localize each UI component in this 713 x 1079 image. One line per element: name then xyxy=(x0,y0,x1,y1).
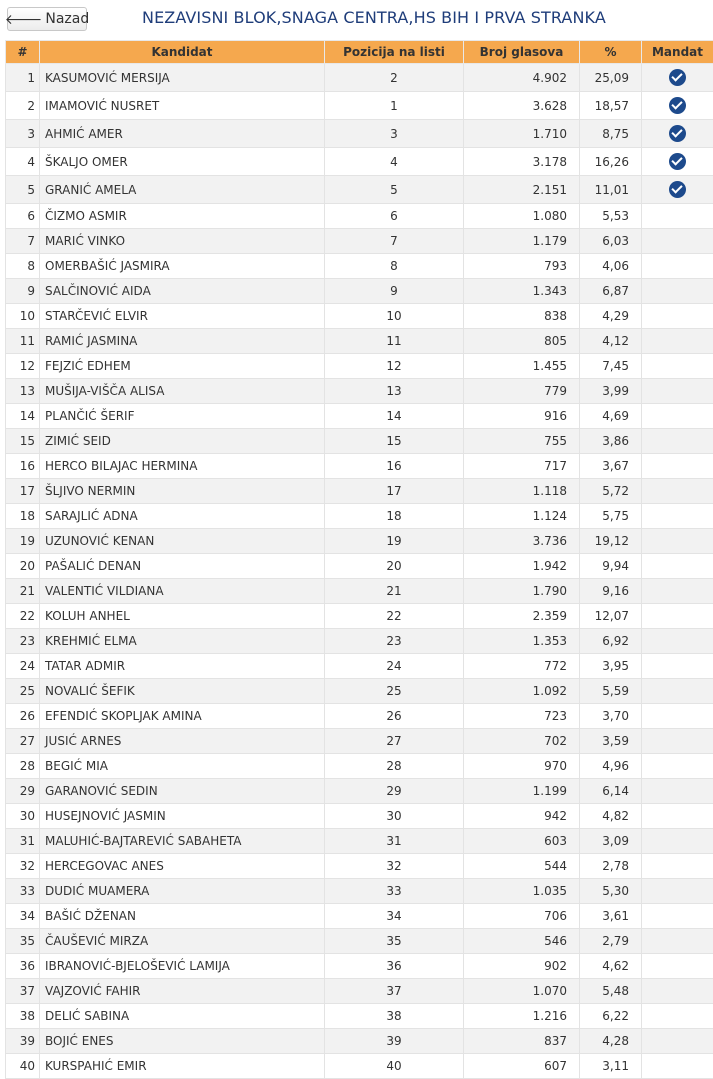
row-number: 30 xyxy=(6,804,40,829)
row-number: 37 xyxy=(6,979,40,1004)
vote-count: 546 xyxy=(464,929,580,954)
vote-percent: 25,09 xyxy=(580,64,642,92)
vote-count: 1.942 xyxy=(464,554,580,579)
row-number: 40 xyxy=(6,1054,40,1079)
vote-percent: 18,57 xyxy=(580,92,642,120)
row-number: 4 xyxy=(6,148,40,176)
candidate-name: GARANOVIĆ SEDIN xyxy=(40,779,325,804)
row-number: 6 xyxy=(6,204,40,229)
mandate-cell xyxy=(642,429,713,454)
vote-count: 805 xyxy=(464,329,580,354)
table-row xyxy=(6,279,713,304)
vote-percent: 5,53 xyxy=(580,204,642,229)
row-number: 21 xyxy=(6,579,40,604)
list-position: 17 xyxy=(325,479,464,504)
vote-percent: 3,86 xyxy=(580,429,642,454)
vote-percent: 5,72 xyxy=(580,479,642,504)
row-number: 10 xyxy=(6,304,40,329)
vote-count: 1.118 xyxy=(464,479,580,504)
mandate-cell xyxy=(642,1029,713,1054)
row-number: 39 xyxy=(6,1029,40,1054)
candidate-name: ŠKALJO OMER xyxy=(40,148,325,176)
candidate-name: EFENDIĆ SKOPLJAK AMINA xyxy=(40,704,325,729)
list-position: 19 xyxy=(325,529,464,554)
list-position: 29 xyxy=(325,779,464,804)
row-number: 3 xyxy=(6,120,40,148)
list-position: 23 xyxy=(325,629,464,654)
list-position: 13 xyxy=(325,379,464,404)
list-position: 32 xyxy=(325,854,464,879)
col-header-votes: Broj glasova xyxy=(464,41,580,64)
mandate-cell xyxy=(642,379,713,404)
table-row xyxy=(6,304,713,329)
table-row xyxy=(6,679,713,704)
candidate-name: ČAUŠEVIĆ MIRZA xyxy=(40,929,325,954)
row-number: 24 xyxy=(6,654,40,679)
vote-percent: 4,82 xyxy=(580,804,642,829)
vote-count: 603 xyxy=(464,829,580,854)
top-bar xyxy=(0,0,713,40)
vote-percent: 5,75 xyxy=(580,504,642,529)
table-row xyxy=(6,629,713,654)
list-position: 25 xyxy=(325,679,464,704)
vote-count: 706 xyxy=(464,904,580,929)
candidate-name: ŠLJIVO NERMIN xyxy=(40,479,325,504)
row-number: 5 xyxy=(6,176,40,204)
mandate-cell xyxy=(642,92,713,120)
mandate-cell xyxy=(642,579,713,604)
check-circle-icon xyxy=(669,69,686,86)
table-row xyxy=(6,604,713,629)
list-position: 26 xyxy=(325,704,464,729)
vote-percent: 3,61 xyxy=(580,904,642,929)
row-number: 23 xyxy=(6,629,40,654)
row-number: 16 xyxy=(6,454,40,479)
mandate-cell xyxy=(642,629,713,654)
row-number: 12 xyxy=(6,354,40,379)
vote-count: 772 xyxy=(464,654,580,679)
vote-count: 793 xyxy=(464,254,580,279)
vote-percent: 4,29 xyxy=(580,304,642,329)
vote-percent: 5,48 xyxy=(580,979,642,1004)
row-number: 36 xyxy=(6,954,40,979)
vote-count: 1.124 xyxy=(464,504,580,529)
table-row xyxy=(6,954,713,979)
list-position: 28 xyxy=(325,754,464,779)
vote-count: 3.628 xyxy=(464,92,580,120)
table-row xyxy=(6,654,713,679)
candidate-name: ZIMIĆ SEID xyxy=(40,429,325,454)
mandate-cell xyxy=(642,1054,713,1079)
vote-count: 1.199 xyxy=(464,779,580,804)
list-position: 30 xyxy=(325,804,464,829)
row-number: 14 xyxy=(6,404,40,429)
list-position: 5 xyxy=(325,176,464,204)
mandate-cell xyxy=(642,1004,713,1029)
vote-percent: 3,59 xyxy=(580,729,642,754)
vote-percent: 3,11 xyxy=(580,1054,642,1079)
vote-count: 902 xyxy=(464,954,580,979)
row-number: 9 xyxy=(6,279,40,304)
table-row xyxy=(6,779,713,804)
vote-percent: 4,62 xyxy=(580,954,642,979)
vote-percent: 4,96 xyxy=(580,754,642,779)
candidate-name: NOVALIĆ ŠEFIK xyxy=(40,679,325,704)
list-position: 11 xyxy=(325,329,464,354)
row-number: 17 xyxy=(6,479,40,504)
mandate-cell xyxy=(642,529,713,554)
vote-count: 942 xyxy=(464,804,580,829)
mandate-cell xyxy=(642,404,713,429)
list-position: 9 xyxy=(325,279,464,304)
vote-count: 1.035 xyxy=(464,879,580,904)
vote-count: 2.359 xyxy=(464,604,580,629)
candidate-name: SALČINOVIĆ AIDA xyxy=(40,279,325,304)
mandate-cell xyxy=(642,829,713,854)
vote-count: 607 xyxy=(464,1054,580,1079)
vote-count: 4.902 xyxy=(464,64,580,92)
vote-count: 970 xyxy=(464,754,580,779)
table-row xyxy=(6,429,713,454)
vote-count: 1.343 xyxy=(464,279,580,304)
list-position: 36 xyxy=(325,954,464,979)
list-position: 6 xyxy=(325,204,464,229)
mandate-cell xyxy=(642,954,713,979)
vote-percent: 3,09 xyxy=(580,829,642,854)
vote-count: 837 xyxy=(464,1029,580,1054)
list-position: 8 xyxy=(325,254,464,279)
back-button-label: Nazad xyxy=(45,11,89,27)
row-number: 8 xyxy=(6,254,40,279)
list-position: 15 xyxy=(325,429,464,454)
row-number: 25 xyxy=(6,679,40,704)
list-position: 20 xyxy=(325,554,464,579)
candidate-name: TATAR ADMIR xyxy=(40,654,325,679)
list-position: 24 xyxy=(325,654,464,679)
table-row xyxy=(6,504,713,529)
mandate-cell xyxy=(642,479,713,504)
vote-count: 1.080 xyxy=(464,204,580,229)
mandate-cell xyxy=(642,279,713,304)
candidate-name: RAMIĆ JASMINA xyxy=(40,329,325,354)
list-position: 18 xyxy=(325,504,464,529)
candidate-name: OMERBAŠIĆ JASMIRA xyxy=(40,254,325,279)
vote-count: 2.151 xyxy=(464,176,580,204)
candidate-name: MUŠIJA-VIŠČA ALISA xyxy=(40,379,325,404)
list-position: 1 xyxy=(325,92,464,120)
mandate-cell xyxy=(642,779,713,804)
list-position: 7 xyxy=(325,229,464,254)
row-number: 34 xyxy=(6,904,40,929)
row-number: 13 xyxy=(6,379,40,404)
list-position: 38 xyxy=(325,1004,464,1029)
list-position: 34 xyxy=(325,904,464,929)
vote-count: 755 xyxy=(464,429,580,454)
list-position: 27 xyxy=(325,729,464,754)
vote-percent: 4,69 xyxy=(580,404,642,429)
vote-percent: 3,67 xyxy=(580,454,642,479)
mandate-cell xyxy=(642,554,713,579)
row-number: 27 xyxy=(6,729,40,754)
table-row xyxy=(6,404,713,429)
arrow-left-icon: 🡐 xyxy=(5,11,43,28)
vote-percent: 11,01 xyxy=(580,176,642,204)
candidate-name: HERCO BILAJAC HERMINA xyxy=(40,454,325,479)
mandate-cell xyxy=(642,754,713,779)
candidate-name: AHMIĆ AMER xyxy=(40,120,325,148)
vote-count: 1.092 xyxy=(464,679,580,704)
table-row xyxy=(6,729,713,754)
candidate-name: JUSIĆ ARNES xyxy=(40,729,325,754)
mandate-cell xyxy=(642,304,713,329)
table-row xyxy=(6,754,713,779)
vote-count: 544 xyxy=(464,854,580,879)
row-number: 11 xyxy=(6,329,40,354)
table-row xyxy=(6,904,713,929)
table-row xyxy=(6,829,713,854)
vote-percent: 4,28 xyxy=(580,1029,642,1054)
mandate-cell xyxy=(642,654,713,679)
row-number: 22 xyxy=(6,604,40,629)
vote-percent: 2,78 xyxy=(580,854,642,879)
vote-count: 1.455 xyxy=(464,354,580,379)
vote-count: 1.216 xyxy=(464,1004,580,1029)
list-position: 40 xyxy=(325,1054,464,1079)
vote-percent: 5,30 xyxy=(580,879,642,904)
candidate-name: ČIZMO ASMIR xyxy=(40,204,325,229)
mandate-cell xyxy=(642,329,713,354)
candidates-table xyxy=(5,40,713,1079)
table-row xyxy=(6,92,713,120)
vote-count: 1.353 xyxy=(464,629,580,654)
list-position: 35 xyxy=(325,929,464,954)
mandate-cell xyxy=(642,904,713,929)
row-number: 32 xyxy=(6,854,40,879)
candidate-name: MALUHIĆ-BAJTAREVIĆ SABAHETA xyxy=(40,829,325,854)
candidate-name: UZUNOVIĆ KENAN xyxy=(40,529,325,554)
vote-percent: 19,12 xyxy=(580,529,642,554)
row-number: 20 xyxy=(6,554,40,579)
vote-percent: 4,12 xyxy=(580,329,642,354)
page-title: NEZAVISNI BLOK,SNAGA CENTRA,HS BIH I PRVA STRANKA xyxy=(142,8,606,27)
candidate-name: BEGIĆ MIA xyxy=(40,754,325,779)
candidate-name: IBRANOVIĆ-BJELOŠEVIĆ LAMIJA xyxy=(40,954,325,979)
check-circle-icon xyxy=(669,153,686,170)
table-row xyxy=(6,804,713,829)
table-row xyxy=(6,379,713,404)
mandate-cell xyxy=(642,704,713,729)
col-header-number: # xyxy=(6,41,40,64)
candidate-name: HERCEGOVAC ANES xyxy=(40,854,325,879)
check-circle-icon xyxy=(669,97,686,114)
row-number: 19 xyxy=(6,529,40,554)
mandate-cell xyxy=(642,254,713,279)
row-number: 38 xyxy=(6,1004,40,1029)
candidate-name: PLANČIĆ ŠERIF xyxy=(40,404,325,429)
vote-percent: 16,26 xyxy=(580,148,642,176)
table-header-row xyxy=(6,41,713,64)
row-number: 26 xyxy=(6,704,40,729)
mandate-cell xyxy=(642,804,713,829)
vote-percent: 6,87 xyxy=(580,279,642,304)
row-number: 2 xyxy=(6,92,40,120)
mandate-cell xyxy=(642,64,713,92)
col-header-percent: % xyxy=(580,41,642,64)
vote-percent: 6,03 xyxy=(580,229,642,254)
list-position: 21 xyxy=(325,579,464,604)
list-position: 14 xyxy=(325,404,464,429)
table-row xyxy=(6,229,713,254)
vote-count: 3.736 xyxy=(464,529,580,554)
vote-count: 838 xyxy=(464,304,580,329)
candidate-name: KOLUH ANHEL xyxy=(40,604,325,629)
col-header-position: Pozicija na listi xyxy=(325,41,464,64)
table-row xyxy=(6,554,713,579)
candidate-name: STARČEVIĆ ELVIR xyxy=(40,304,325,329)
mandate-cell xyxy=(642,504,713,529)
row-number: 31 xyxy=(6,829,40,854)
row-number: 35 xyxy=(6,929,40,954)
mandate-cell xyxy=(642,176,713,204)
list-position: 12 xyxy=(325,354,464,379)
mandate-cell xyxy=(642,854,713,879)
candidate-name: HUSEJNOVIĆ JASMIN xyxy=(40,804,325,829)
table-row xyxy=(6,254,713,279)
table-row xyxy=(6,854,713,879)
mandate-cell xyxy=(642,879,713,904)
list-position: 31 xyxy=(325,829,464,854)
table-row xyxy=(6,929,713,954)
list-position: 22 xyxy=(325,604,464,629)
vote-percent: 9,94 xyxy=(580,554,642,579)
candidate-name: FEJZIĆ EDHEM xyxy=(40,354,325,379)
vote-count: 723 xyxy=(464,704,580,729)
vote-count: 702 xyxy=(464,729,580,754)
vote-count: 1.179 xyxy=(464,229,580,254)
vote-percent: 6,22 xyxy=(580,1004,642,1029)
list-position: 16 xyxy=(325,454,464,479)
mandate-cell xyxy=(642,979,713,1004)
row-number: 15 xyxy=(6,429,40,454)
list-position: 3 xyxy=(325,120,464,148)
table-row xyxy=(6,1004,713,1029)
vote-count: 1.710 xyxy=(464,120,580,148)
back-button[interactable] xyxy=(7,7,87,31)
vote-percent: 6,14 xyxy=(580,779,642,804)
list-position: 10 xyxy=(325,304,464,329)
vote-count: 3.178 xyxy=(464,148,580,176)
table-row xyxy=(6,454,713,479)
vote-count: 1.070 xyxy=(464,979,580,1004)
list-position: 37 xyxy=(325,979,464,1004)
table-row xyxy=(6,704,713,729)
table-row xyxy=(6,979,713,1004)
mandate-cell xyxy=(642,204,713,229)
col-header-mandate: Mandat xyxy=(642,41,713,64)
list-position: 4 xyxy=(325,148,464,176)
vote-percent: 7,45 xyxy=(580,354,642,379)
table-row xyxy=(6,579,713,604)
table-row xyxy=(6,64,713,92)
table-row xyxy=(6,879,713,904)
vote-count: 916 xyxy=(464,404,580,429)
col-header-candidate: Kandidat xyxy=(40,41,325,64)
mandate-cell xyxy=(642,454,713,479)
vote-percent: 6,92 xyxy=(580,629,642,654)
table-row xyxy=(6,120,713,148)
row-number: 29 xyxy=(6,779,40,804)
table-row xyxy=(6,354,713,379)
table-row xyxy=(6,1029,713,1054)
candidate-name: DUDIĆ MUAMERA xyxy=(40,879,325,904)
vote-count: 1.790 xyxy=(464,579,580,604)
table-row xyxy=(6,204,713,229)
table-row xyxy=(6,148,713,176)
candidate-name: IMAMOVIĆ NUSRET xyxy=(40,92,325,120)
mandate-cell xyxy=(642,604,713,629)
table-row xyxy=(6,176,713,204)
vote-count: 779 xyxy=(464,379,580,404)
candidate-name: PAŠALIĆ DENAN xyxy=(40,554,325,579)
vote-percent: 12,07 xyxy=(580,604,642,629)
table-row xyxy=(6,1054,713,1079)
mandate-cell xyxy=(642,929,713,954)
candidate-name: GRANIĆ AMELA xyxy=(40,176,325,204)
candidate-name: KASUMOVIĆ MERSIJA xyxy=(40,64,325,92)
vote-percent: 3,70 xyxy=(580,704,642,729)
candidate-name: KURSPAHIĆ EMIR xyxy=(40,1054,325,1079)
mandate-cell xyxy=(642,229,713,254)
list-position: 39 xyxy=(325,1029,464,1054)
candidate-name: KREHMIĆ ELMA xyxy=(40,629,325,654)
vote-percent: 9,16 xyxy=(580,579,642,604)
vote-percent: 5,59 xyxy=(580,679,642,704)
vote-percent: 3,95 xyxy=(580,654,642,679)
vote-percent: 4,06 xyxy=(580,254,642,279)
mandate-cell xyxy=(642,679,713,704)
row-number: 7 xyxy=(6,229,40,254)
candidate-name: VAJZOVIĆ FAHIR xyxy=(40,979,325,1004)
candidate-name: BAŠIĆ DŽENAN xyxy=(40,904,325,929)
candidate-name: VALENTIĆ VILDIANA xyxy=(40,579,325,604)
row-number: 33 xyxy=(6,879,40,904)
row-number: 1 xyxy=(6,64,40,92)
mandate-cell xyxy=(642,729,713,754)
mandate-cell xyxy=(642,120,713,148)
candidate-name: MARIĆ VINKO xyxy=(40,229,325,254)
list-position: 33 xyxy=(325,879,464,904)
vote-percent: 8,75 xyxy=(580,120,642,148)
vote-count: 717 xyxy=(464,454,580,479)
vote-percent: 2,79 xyxy=(580,929,642,954)
mandate-cell xyxy=(642,148,713,176)
table-row xyxy=(6,529,713,554)
check-circle-icon xyxy=(669,125,686,142)
row-number: 28 xyxy=(6,754,40,779)
row-number: 18 xyxy=(6,504,40,529)
candidate-name: DELIĆ SABINA xyxy=(40,1004,325,1029)
candidate-name: SARAJLIĆ ADNA xyxy=(40,504,325,529)
table-body xyxy=(6,64,713,1079)
table-row xyxy=(6,329,713,354)
table-row xyxy=(6,479,713,504)
mandate-cell xyxy=(642,354,713,379)
candidate-name: BOJIĆ ENES xyxy=(40,1029,325,1054)
list-position: 2 xyxy=(325,64,464,92)
vote-percent: 3,99 xyxy=(580,379,642,404)
check-circle-icon xyxy=(669,181,686,198)
